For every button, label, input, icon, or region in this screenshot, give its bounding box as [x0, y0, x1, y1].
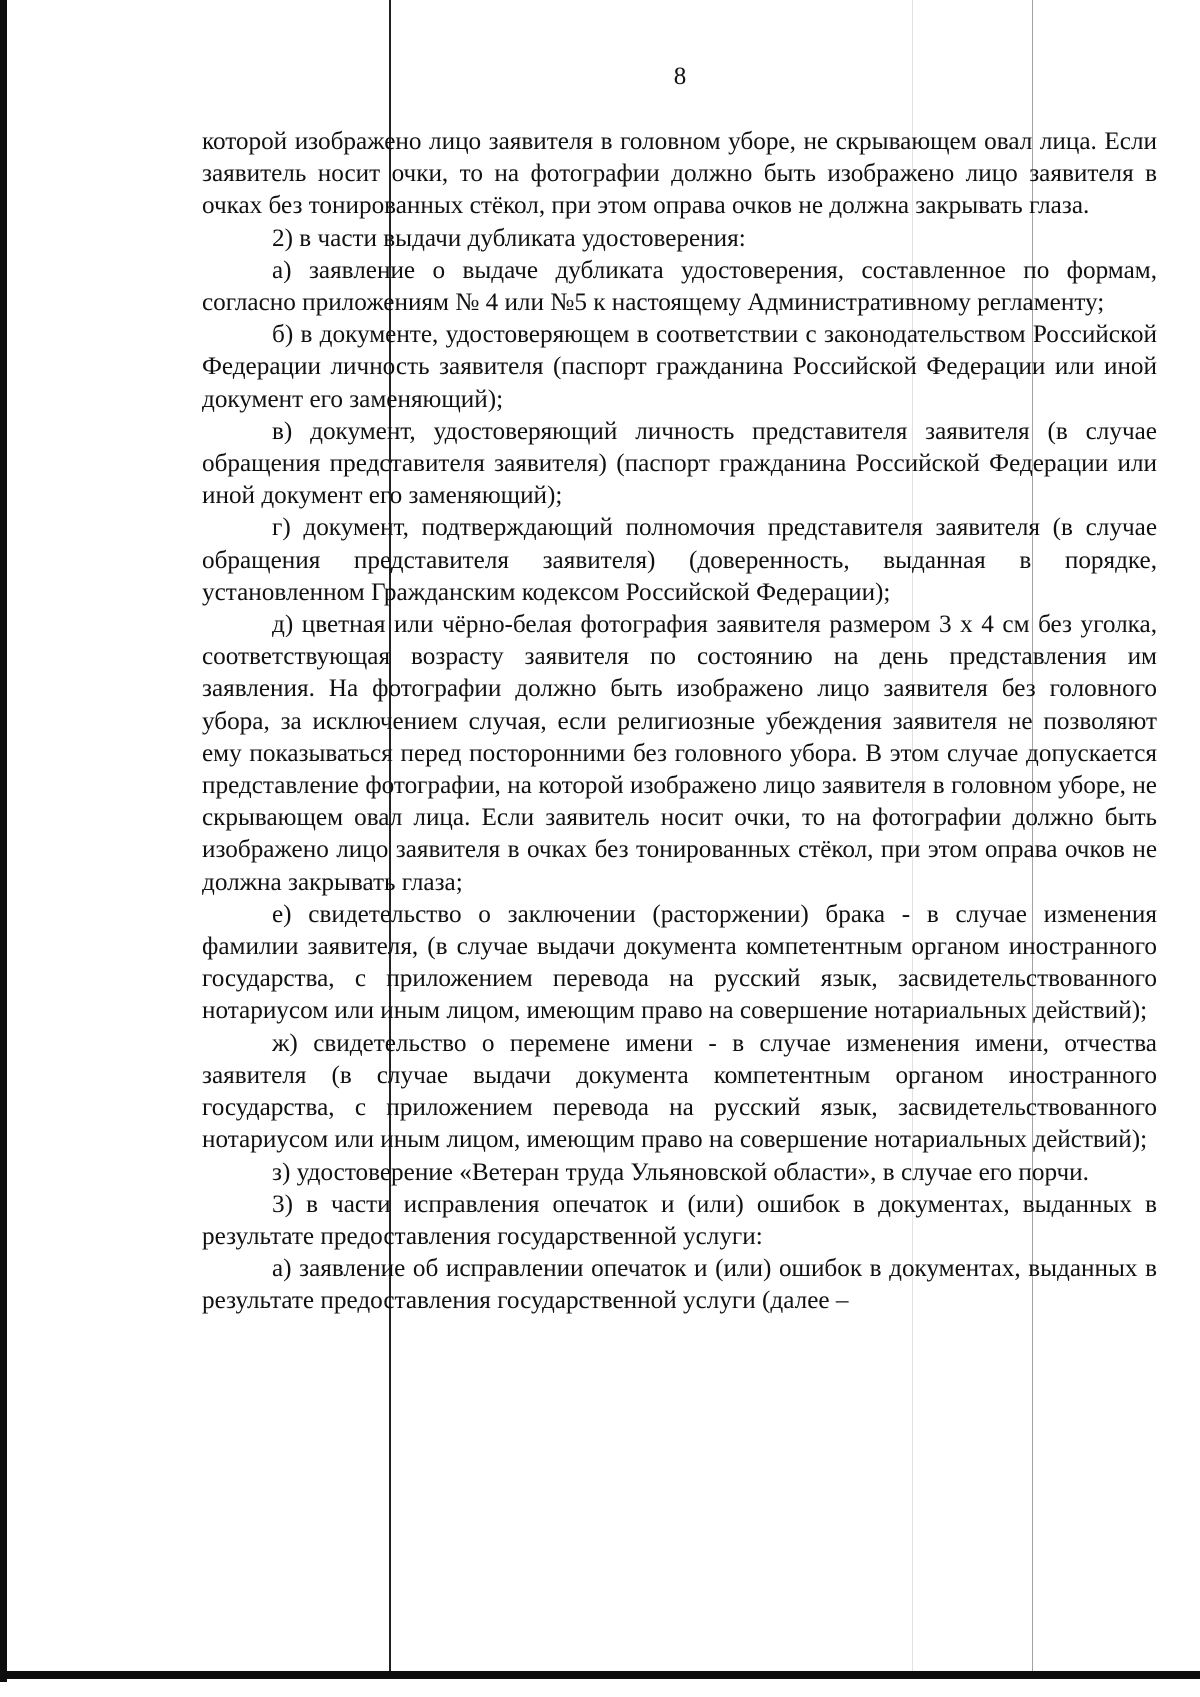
document-body — [202, 126, 1157, 1318]
paragraph: б) в документе, удостоверяющем в соответствии с законодательством Российской Федерации личность заявителя (паспорт гражданина Российской Федерации или иной документ его заменяющий); — [202, 321, 1157, 413]
scan-left-border — [0, 0, 7, 1682]
scan-bottom-border — [0, 1671, 1200, 1679]
paragraph: которой изображено лицо заявителя в головном уборе, не скрывающем овал лица. Если заявитель носит очки, то на фотографии должно быть изображено лицо заявителя в очках без тонированных стёкол, при этом оправа очков не должна закрывать глаза. — [202, 128, 1157, 220]
paragraph: е) свидетельство о заключении (расторжении) брака - в случае изменения фамилии заявителя, (в случае выдачи документа компетентным органом иностранного государства, с приложением перевода на русский язык, засвидетельствованного нотариусом или иным лицом, имеющим право на совершение нотариальных действий); — [202, 900, 1157, 1025]
paragraph: з) удостоверение «Ветеран труда Ульяновской области», в случае его порчи. — [272, 1158, 1089, 1186]
paragraph: в) документ, удостоверяющий личность представителя заявителя (в случае обращения представителя заявителя) (паспорт гражданина Российской Федерации или иной документ его заменяющий); — [202, 417, 1157, 510]
paragraph: г) документ, подтверждающий полномочия представителя заявителя (в случае обращения представителя заявителя) (доверенность, выданная в порядке, установленном Гражданским кодексом Российской Федерации); — [202, 514, 1157, 606]
paragraph: 2) в части выдачи дубликата удостоверения: — [272, 224, 746, 252]
paragraph: ж) свидетельство о перемене имени - в случае изменения имени, отчества заявителя (в случае выдачи документа компетентным органом иностранного государства, с приложением перевода на русский язык, засвидетельствованного нотариусом или иным лицом, имеющим право на совершение нотариальных действий); — [202, 1029, 1157, 1154]
paragraph: а) заявление о выдаче дубликата удостоверения, составленное по формам, согласно приложениям № 4 или №5 к настоящему Административному регламенту; — [202, 256, 1157, 317]
paragraph: д) цветная или чёрно-белая фотография заявителя размером 3 х 4 см без уголка, соответствующая возрасту заявителя по состоянию на день представления им заявления. На фотографии должно быть изображено лицо заявителя без головного убора, за исключением случая, если религиозные убеждения заявителя не позволяют ему показываться перед посторонними без головного убора. В этом случае допускается представление фотографии, на которой изображено лицо заявителя в головном уборе, не скрывающем овал лица. Если заявитель носит очки, то на фотографии должно быть изображено лицо заявителя в очках без тонированных стёкол, при этом оправа очков не должна закрывать глаза; — [202, 611, 1157, 896]
paragraph: а) заявление об исправлении опечаток и (или) ошибок в документах, выданных в результате предоставления государственной услуги (далее – — [202, 1255, 1157, 1315]
page-number: 8 — [673, 63, 687, 90]
paragraph: 3) в части исправления опечаток и (или) ошибок в документах, выданных в результате предоставления государственной услуги: — [202, 1190, 1157, 1250]
